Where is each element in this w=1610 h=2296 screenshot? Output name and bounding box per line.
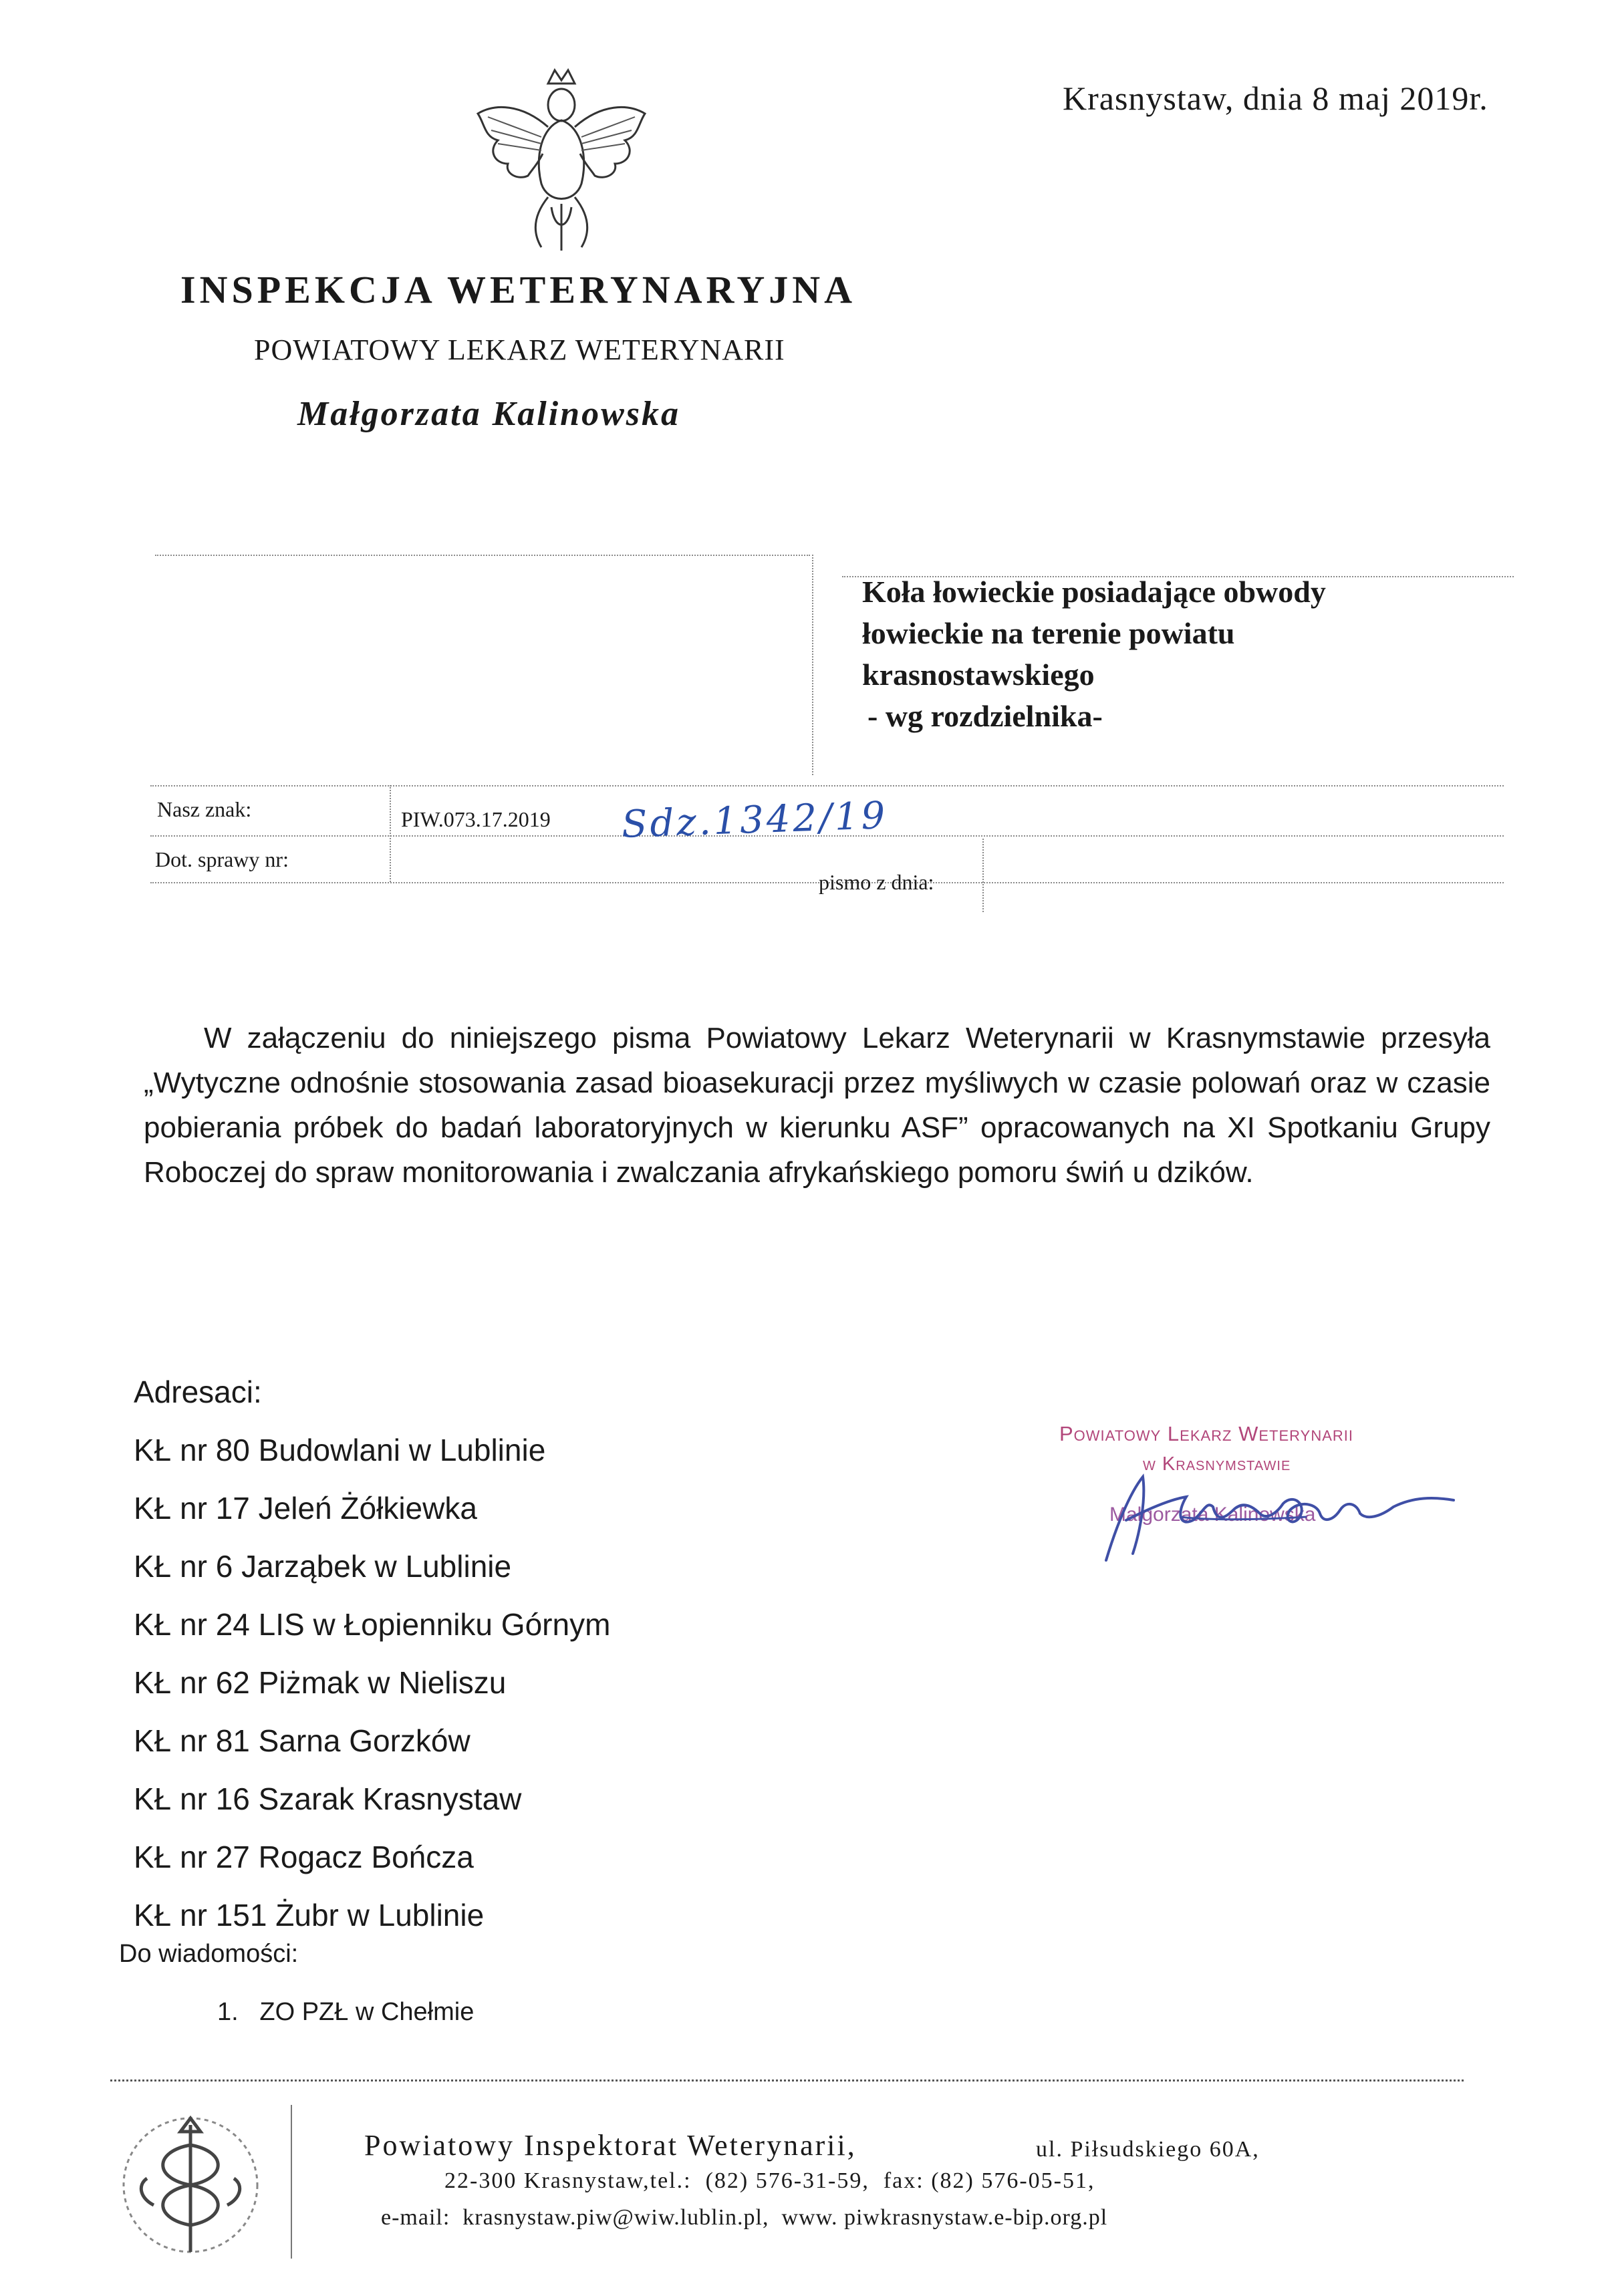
- person-name: Małgorzata Kalinowska: [297, 395, 681, 433]
- cc-heading: Do wiadomości:: [119, 1940, 299, 1968]
- addressee-item: KŁ nr 62 Piżmak w Nieliszu: [134, 1665, 507, 1700]
- footer-contact: 22-300 Krasnystaw,tel.: (82) 576-31-59, fax: (82) 576-05-51,: [444, 2168, 1095, 2193]
- caduceus-icon: [114, 2105, 267, 2265]
- ref-table-col: [390, 785, 391, 882]
- recipient-line: Koła łowieckie posiadające obwody: [862, 575, 1326, 609]
- addressee-item: KŁ nr 6 Jarząbek w Lublinie: [134, 1549, 512, 1584]
- addressee-item: KŁ nr 81 Sarna Gorzków: [134, 1723, 471, 1758]
- nasz-znak-value: PIW.073.17.2019: [401, 807, 551, 831]
- stamp-line-3: Małgorzata Kalinowska: [1109, 1503, 1316, 1526]
- addressee-item: KŁ nr 27 Rogacz Bończa: [134, 1840, 474, 1874]
- addressee-item: KŁ nr 16 Szarak Krasnystaw: [134, 1781, 522, 1816]
- addressee-item: KŁ nr 151 Żubr w Lublinie: [134, 1898, 485, 1932]
- cc-item: 1. ZO PZŁ w Chełmie: [217, 1998, 475, 2026]
- addressee-list: [134, 1363, 610, 1945]
- recipient-line: krasnostawskiego: [862, 658, 1095, 692]
- ref-table-col2: [982, 839, 984, 912]
- address-frame-divider: [812, 555, 813, 775]
- stamp-line-1: Powiatowy Lekarz Weterynarii: [1059, 1422, 1353, 1445]
- addressee-item: KŁ nr 80 Budowlani w Lublinie: [134, 1433, 546, 1467]
- addressees-heading: Adresaci:: [134, 1375, 262, 1409]
- organization-name: INSPEKCJA WETERYNARYJNA: [180, 268, 857, 311]
- nasz-znak-label: Nasz znak:: [157, 797, 252, 821]
- office-name: POWIATOWY LEKARZ WETERYNARII: [254, 333, 785, 366]
- letter-date: Krasnystaw, dnia 8 maj 2019r.: [1063, 80, 1488, 117]
- pismo-z-dnia-label: pismo z dnia:: [819, 870, 934, 894]
- footer-web: e-mail: krasnystaw.piw@wiw.lublin.pl, www. piwkrasnystaw.e-bip.org.pl: [381, 2205, 1108, 2230]
- recipient-line: - wg rozdzielnika-: [867, 699, 1103, 733]
- recipient-line: łowieckie na terenie powiatu: [862, 616, 1235, 650]
- dot-sprawy-label: Dot. sprawy nr:: [155, 847, 289, 871]
- footer-institution: Powiatowy Inspektorat Weterynarii,: [364, 2129, 857, 2162]
- addressee-item: KŁ nr 24 LIS w Łopienniku Górnym: [134, 1607, 611, 1642]
- recipient-block: [862, 571, 1326, 737]
- addressee-item: KŁ nr 17 Jeleń Żółkiewka: [134, 1491, 477, 1526]
- footer-divider: [110, 2079, 1464, 2082]
- signature-icon: [1053, 1420, 1467, 1574]
- handwritten-reference: Sdz.1342/19: [620, 794, 889, 847]
- stamp-line-2: w Krasnymstawie: [1143, 1453, 1291, 1475]
- body-paragraph: W załączeniu do niniejszego pisma Powiatowy Lekarz Weterynarii w Krasnymstawie przesyła „Wytyczne odnośnie stosowania zasad bioasekuracji przez myśliwych w czasie polowań oraz w czasie pobierania próbek do badań laboratoryjnych w kierunku ASF” opracowanych na XI Spotkaniu Grupy Roboczej do spraw monitorowania i zwalczania afrykańskiego pomoru świń u dzików.: [144, 1022, 1490, 1189]
- ref-table-top: [150, 785, 1504, 786]
- polish-eagle-icon: [468, 63, 655, 257]
- address-frame-left-top: [155, 555, 810, 556]
- footer-street: ul. Piłsudskiego 60A,: [1036, 2137, 1260, 2162]
- footer-separator: [291, 2105, 292, 2259]
